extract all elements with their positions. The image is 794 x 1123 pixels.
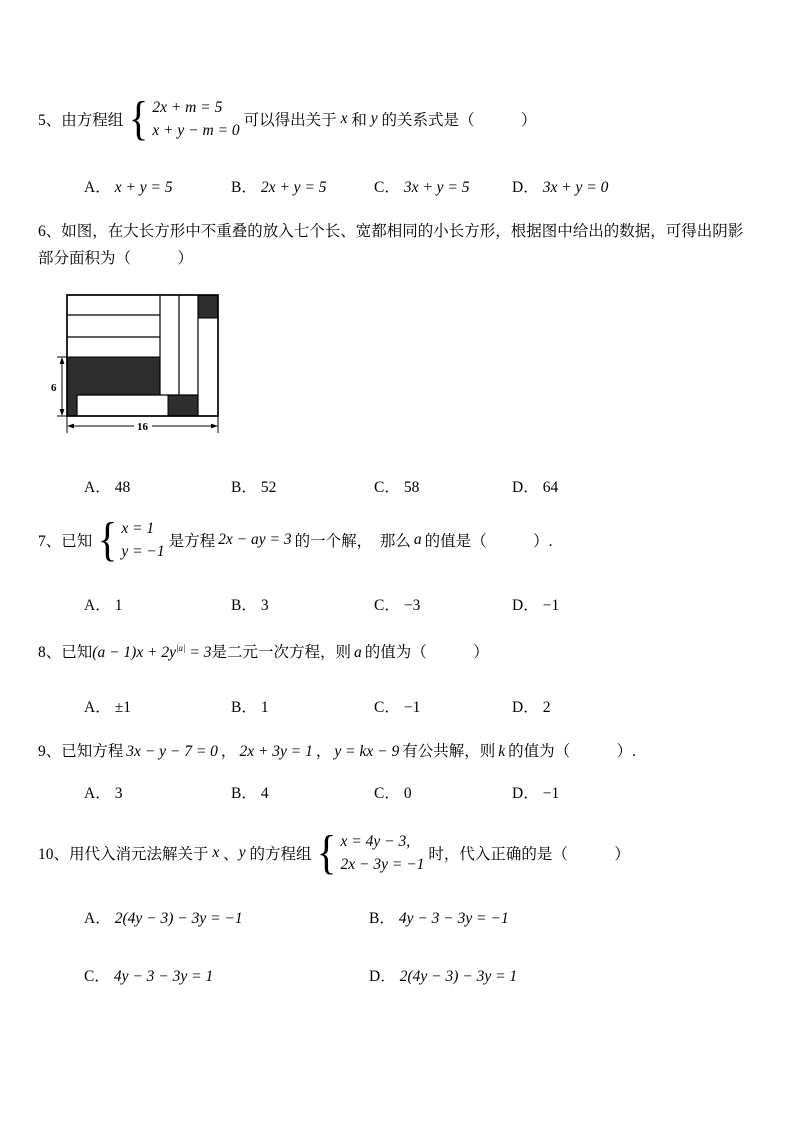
arrowhead-down <box>60 409 65 416</box>
arrowhead-left <box>67 424 74 429</box>
arrowhead-right <box>211 424 218 429</box>
equation: 2x + 3y = 1 <box>239 743 313 760</box>
question-7-stem <box>38 513 756 566</box>
question-number: 6、 <box>38 223 62 240</box>
option-b <box>231 593 374 615</box>
option-label: C． <box>84 968 110 985</box>
question-10-options-row-1 <box>84 906 756 928</box>
question-text: 的值为（ ） <box>364 644 489 661</box>
option-label: D． <box>512 699 539 716</box>
equation-system <box>315 826 425 879</box>
option-text: 3x + y = 0 <box>542 179 609 196</box>
question-text: 如图，在大长方形中不重叠的放入七个长、宽都相同的小长方形，根据图中给出的数据，可得出阴影部分面积为（ ） <box>38 223 744 267</box>
question-8-stem <box>38 640 756 662</box>
option-label: A． <box>84 910 111 927</box>
option-label: B． <box>231 479 257 496</box>
rectangles-figure <box>50 287 250 442</box>
system-rows <box>341 830 425 876</box>
question-text: 的值是（ ）. <box>424 533 553 550</box>
width-dimension-label: 16 <box>137 421 148 433</box>
option-label: D． <box>512 597 539 614</box>
option-text: −3 <box>403 597 421 614</box>
option-text: x + y = 5 <box>114 179 173 196</box>
option-text: 3 <box>114 785 123 802</box>
option-text: −1 <box>542 785 560 802</box>
option-c <box>374 781 512 803</box>
equation-row: x = 4y − 3, <box>340 833 411 850</box>
option-label: B． <box>231 699 257 716</box>
system-rows <box>121 517 164 563</box>
variable: y <box>370 110 378 127</box>
question-10-stem <box>38 826 756 879</box>
question-9-options <box>84 781 756 803</box>
question-text: 的值为（ ）. <box>508 743 636 760</box>
question-9-stem <box>38 739 756 761</box>
system-brace: { <box>98 513 118 566</box>
option-c <box>374 175 512 197</box>
height-dimension-label: 6 <box>51 382 57 394</box>
option-d <box>512 781 756 803</box>
question-8-options <box>84 695 756 717</box>
question-text: 时，代入正确的是（ ） <box>428 846 630 863</box>
option-text: 1 <box>260 699 269 716</box>
question-6-stem <box>38 218 756 272</box>
option-label: D． <box>369 968 396 985</box>
variable: x <box>340 110 348 127</box>
question-number: 10、 <box>38 846 70 863</box>
question-7-options <box>84 593 756 615</box>
arrowhead-up <box>60 357 65 364</box>
option-a <box>84 695 231 717</box>
option-d <box>512 175 756 197</box>
option-text: 2x + y = 5 <box>260 179 327 196</box>
option-text: ±1 <box>114 699 131 716</box>
option-label: D． <box>512 785 539 802</box>
question-text: 已知 <box>61 644 93 661</box>
option-d <box>512 593 756 615</box>
option-c <box>84 964 369 986</box>
option-label: A． <box>84 179 111 196</box>
option-label: B． <box>369 910 395 927</box>
separator: 、 <box>219 846 239 863</box>
question-text: 和 <box>347 112 371 129</box>
system-rows <box>152 96 239 142</box>
question-5-options <box>84 175 756 197</box>
option-label: C． <box>374 597 400 614</box>
equation: 2x − ay = 3 <box>218 531 292 548</box>
question-text: 是二元一次方程，则 <box>211 644 351 661</box>
question-5-stem <box>38 92 756 145</box>
option-text: 2(4y − 3) − 3y = −1 <box>114 910 243 927</box>
question-10-options-row-2 <box>84 964 756 986</box>
variable: y <box>238 844 246 861</box>
question-number: 9、 <box>38 743 62 760</box>
option-a <box>84 175 231 197</box>
equation-system <box>96 513 165 566</box>
question-number: 5、 <box>38 112 62 129</box>
option-d <box>512 695 756 717</box>
shaded-square-bottom <box>168 395 198 416</box>
separator: ， <box>220 743 237 760</box>
question-text: 有公共解，则 <box>402 743 496 760</box>
option-b <box>369 906 756 928</box>
equation-row: x + y − m = 0 <box>152 122 240 139</box>
exponent: |a| <box>176 642 186 653</box>
option-label: B． <box>231 597 257 614</box>
option-label: B． <box>231 179 257 196</box>
question-text: 已知方程 <box>61 743 124 760</box>
question-number: 8、 <box>38 644 62 661</box>
question-text: 用代入消元法解关于 <box>69 846 213 863</box>
option-text: −1 <box>542 597 560 614</box>
option-label: C． <box>374 179 400 196</box>
option-label: D． <box>512 479 539 496</box>
option-a <box>84 781 231 803</box>
option-text: 64 <box>542 479 559 496</box>
option-c <box>374 695 512 717</box>
question-text: 由方程组 <box>61 112 124 129</box>
option-label: A． <box>84 699 111 716</box>
option-label: C． <box>374 785 400 802</box>
question-text: 已知 <box>61 533 93 550</box>
variable: k <box>498 743 506 760</box>
option-label: A． <box>84 597 111 614</box>
question-text: 的一个解， 那么 <box>294 533 411 550</box>
option-label: A． <box>84 785 111 802</box>
question-text: 的关系式是（ ） <box>377 112 537 129</box>
option-d <box>512 475 756 497</box>
option-label: C． <box>374 479 400 496</box>
option-c <box>374 593 512 615</box>
equation-row: 2x − 3y = −1 <box>340 856 425 873</box>
option-d <box>369 964 756 986</box>
question-text: 是方程 <box>168 533 216 550</box>
option-text: 2 <box>542 699 551 716</box>
option-text: 1 <box>114 597 123 614</box>
option-a <box>84 475 231 497</box>
question-6-options <box>84 475 756 497</box>
option-label: C． <box>374 699 400 716</box>
question-text: 的方程组 <box>245 846 312 863</box>
option-text: 4y − 3 − 3y = 1 <box>113 968 214 985</box>
option-text: 4 <box>260 785 269 802</box>
option-b <box>231 175 374 197</box>
option-c <box>374 475 512 497</box>
option-text: 48 <box>114 479 131 496</box>
option-text: 2(4y − 3) − 3y = 1 <box>399 968 518 985</box>
option-label: D． <box>512 179 539 196</box>
shaded-square-top-right <box>198 295 218 318</box>
equation: y = kx − 9 <box>334 743 400 760</box>
equation: (a − 1)x + 2y <box>92 644 177 661</box>
equation: 3x − y − 7 = 0 <box>126 743 218 760</box>
separator: ， <box>315 743 332 760</box>
equation-row: x = 1 <box>121 520 155 537</box>
variable: a <box>353 644 362 661</box>
system-brace: { <box>317 826 337 879</box>
system-brace: { <box>129 92 149 145</box>
option-b <box>231 781 374 803</box>
question-6-figure <box>50 287 756 447</box>
option-text: 0 <box>403 785 412 802</box>
option-text: 52 <box>260 479 277 496</box>
option-text: 4y − 3 − 3y = −1 <box>398 910 509 927</box>
option-a <box>84 906 369 928</box>
option-b <box>231 695 374 717</box>
option-text: −1 <box>403 699 421 716</box>
option-label: B． <box>231 785 257 802</box>
option-a <box>84 593 231 615</box>
shaded-region-large <box>67 357 160 416</box>
option-text: 3 <box>260 597 269 614</box>
equation: = 3 <box>185 644 212 661</box>
question-number: 7、 <box>38 533 62 550</box>
equation-row: 2x + m = 5 <box>152 99 223 116</box>
question-text: 可以得出关于 <box>243 112 341 129</box>
option-text: 3x + y = 5 <box>403 179 470 196</box>
option-text: 58 <box>403 479 420 496</box>
option-b <box>231 475 374 497</box>
variable: x <box>212 844 220 861</box>
option-label: A． <box>84 479 111 496</box>
equation-system <box>127 92 240 145</box>
variable: a <box>413 531 422 548</box>
equation-row: y = −1 <box>121 543 165 560</box>
